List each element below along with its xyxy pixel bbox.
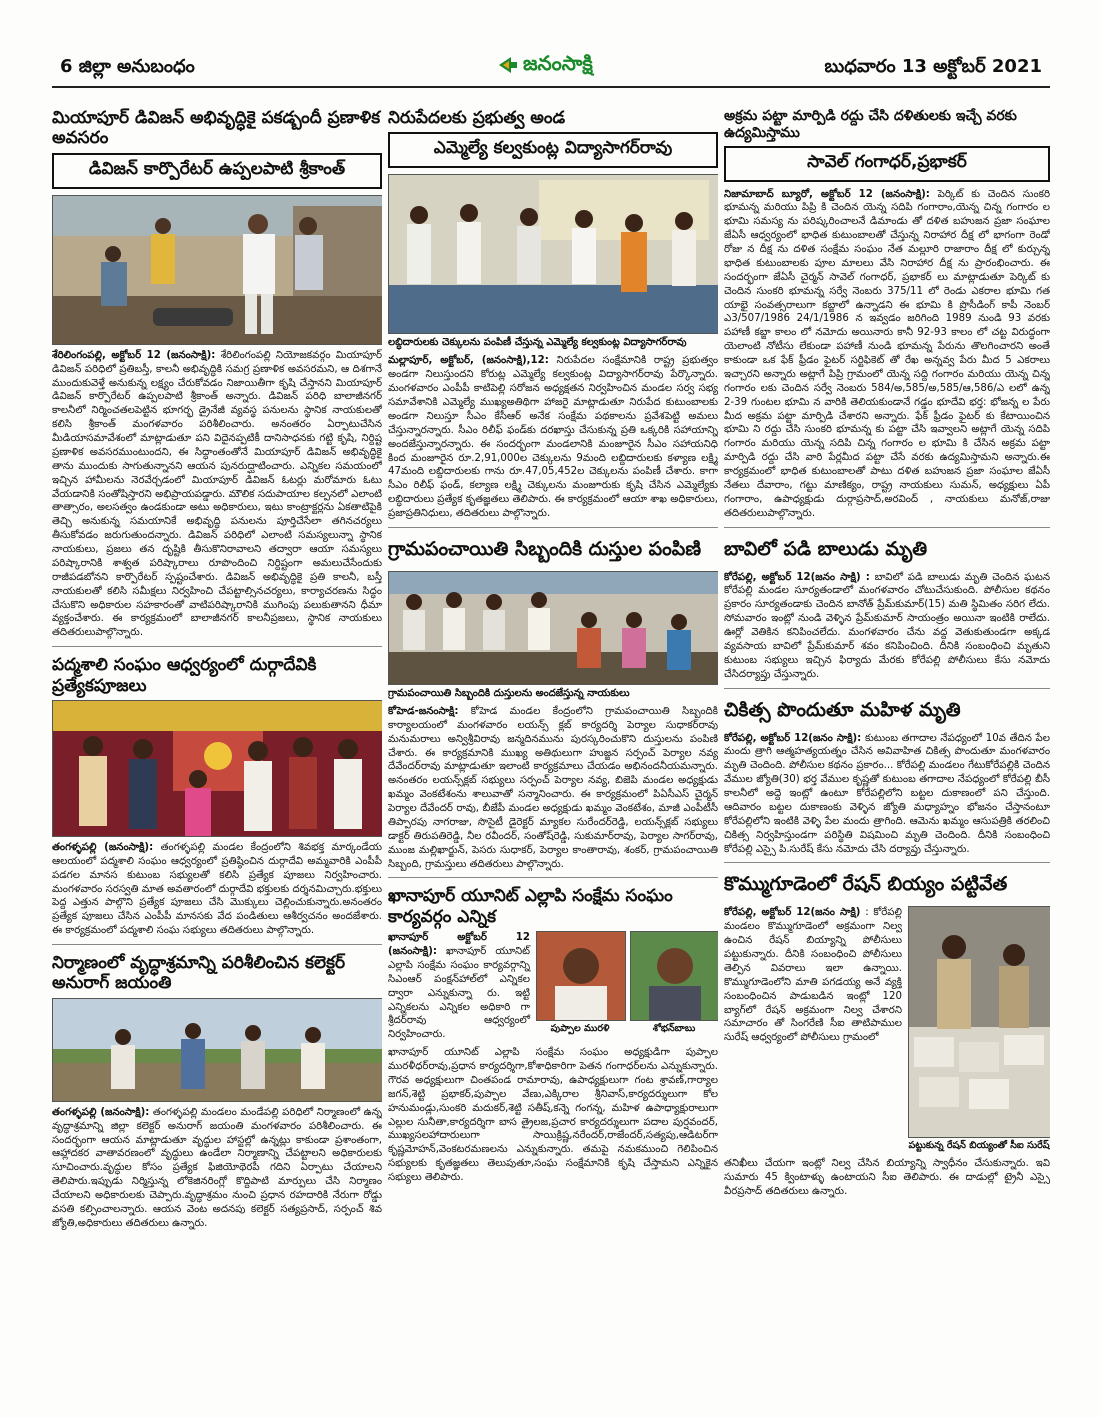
article-headline: కొమ్ముగూడెంలో రేషన్ బియ్యం పట్టివేత: [724, 873, 1008, 896]
photo-illustration: [53, 701, 382, 836]
article-lead: [388, 931, 530, 1042]
divider: [388, 877, 718, 878]
article-text: తంగళ్ళపల్లి మండల కేంద్రంలోని శివభక్త మార్కండేయ ఆలయంలో పద్మశాలి సంఘం ఆధ్వర్యంలో ప్రతిష్ఠించిన దుర్గాదేవి అమ్మవారికి ఎంపీపీ పడగల మానస కుటుంబ సభ్యులతో కలిసి ప్రత్యేక పూజలు నిర్వహించారు. మంగళవారం సరస్వతి మాత అవతారంలో దుర్గాదేవి భక్తులకు దర్శనమిచ్చారు.భక్తులు పెద్ద ఎత్తున పాల్గొని ప్రత్యేక పూజలు చేసి మొక్కులు చెల్లించుకున్నారు.అనంతరం ప్రత్యేక పూజలు చేసిన ఎంపీపీ మానసకు వేద పండితులు ఆశీర్వచనం అందజేశారు. ఈ కార్యక్రమంలో పద్మశాలి సంఘ సభ్యులు తదితరులు పాల్గొన్నారు.: [52, 841, 382, 937]
article-body: ఖానాపూర్ యూనిట్ ఎల్లాపి సంక్షేమ సంఘం అధ్యక్షుడిగా పుప్పాల మురళీధర్‌రావు,ప్రధాన కార్యదర్శిగా,కోశాధికారిగా పెతన గంగాధర్‌లను ఎన్నుకున్నారు. గౌరవ అధ్యక్షులుగా చింతపండ రామారావు, ఉపాధ్యక్షులుగా గంట శ్రావణ్,గార్యాల జగన్,శెట్టి ప్రభాకర్,పుప్పాల వేణు,ఎక్కిరాల శ్రీనివాస్,కార్యదర్శులుగా కోల హనుమండ్లు,సుంకరి మదుకర్,శెట్టి సతీష్,కన్నె గంగన్న, మహిళ ఉపాధ్యాక్షురాలుగా ఎల్లుల సునీతా,కార్యదర్శిగా బాస త్రైలజ,ప్రచార కార్యదర్శులుగా పదాల పుర్షవందర్, ముఖ్యసలహాదారులుగా సాయిక్రిష్ణ,నరేందర్,రాజేందర్,సత్యపు,ఆడిటర్‌గా కృష్ణమోహన్,వెంకటరమణలను ఎన్నుకున్నారు. తమపై నమకముంచి గెలిపించిన సభ్యులకు కృతజ్ఞతలు తెలుపుతూ,సంఘ సంక్షేమానికి కృషి చేస్తామని ఎన్నికైన సభ్యులు తెలిపారు.: [388, 1047, 718, 1184]
page-date: బుధవారం 13 అక్టోబర్ 2021: [824, 56, 1042, 77]
photo-caption: లబ్ధిదారులకు చెక్కులను పంపిణీ చేస్తున్న ఎమ్మెల్యే కల్వకుంట్ల విద్యాసాగర్‌రావు: [388, 337, 687, 349]
logo-text: జనంసాక్షి: [523, 50, 593, 75]
article-subhead: ఎమ్మెల్యే కల్వకుంట్ల విద్యాసాగర్‌రావు: [388, 132, 718, 168]
photo-illustration: [909, 907, 1050, 1137]
article-headline: చికిత్స పొందుతూ మహిళ మృతి: [724, 698, 961, 721]
article-dateline: కోరేపల్లి, అక్టోబర్ 12(జనం సాక్షి):: [724, 732, 862, 744]
column-middle: [388, 100, 718, 1400]
portrait-photo: [536, 931, 626, 1021]
news-photo-collector-visit: [52, 998, 382, 1102]
portrait-caption: శోభన్‌బాబు: [652, 1023, 696, 1035]
article-lead-with-portraits: [388, 931, 718, 1042]
news-photo-cheque-distribution: [388, 174, 718, 334]
portrait-caption: పుప్పాల మురళి: [550, 1023, 610, 1035]
column-right: [724, 100, 1050, 1400]
article-headline: మియాపూర్ డివిజన్ అభివృద్ధికై పకడ్బందీ ప్రణాళిక అవసరం: [52, 108, 381, 149]
news-photo-durga-puja: [52, 700, 382, 837]
article-text: శేరిలింగంపల్లి నియోజకవర్గం మియాపూర్ డివిజన్ పరిధిలో ప్రతిబస్తీ, కాలనీ అభివృద్ధికి సమగ్ర ప్రణాళిక అవసరమని, ఆ దిశగానే ముందుకువెళ్తే అనుకున్న లక్ష్యం చేరుకోవడం నిజాయితీగా కృషి చేస్తానని మియాపూర్ డివిజన్ కార్పొరేటర్ ఉప్పలపాటి శ్రీకాంత్ అన్నారు. డివిజన్ పరిధి బాలాజీనగర్ కాలనీలో నిర్మించతలపెట్టిన భూగర్భ డ్రైనేజీ వ్యవస్థ పనులను స్థానిక నాయకులతో కలిసి శ్రీకాంత్ మంగళవారం పరిశీలించారు. అనంతరం ఏర్పాటుచేసిన మీడియాసమావేశంలో మాట్లాడుతూ పని విదైనప్పటికీ దానిసాధనకు గట్టి కృషి, నిర్దిష్ట ప్రణాళిక అవసరముంటుందని, ఈ సిద్ధాంతంతోనే మియాపూర్ డివిజన్ అభివృద్ధికై తాను ముందుకు సాగుతున్నానని ఆయన పునరుద్ఘాటించారు. ఎన్నికల సమయంలో ఇచ్చిన హామీలను నెరవేర్చడంలో మియాపూర్ డివిజన్ ఓటర్లు మరోమారు ఓటు వేయడానికి సంతోషిస్తారని అభిప్రాయపడ్డారు. మౌలిక సదుపాయాల కల్పనలో ఎలాంటి తాత్సారం, అలసత్వం ఉండకుండా అటు అధికారులు, ఇటు కాంట్రాక్టర్లను ఏకతాటిపైకి తెచ్చి అనుకున్న సమయానికే అభివృద్ధి పనులను పూర్తిచేసేలా తగినచర్యలు తీసుకోవడం జరుగుతుందన్నారు. డివిజన్ పరిధిలో ఎలాంటి సమస్యలున్నా స్థానిక నాయకులు, ప్రజలు తన దృష్టికి తీసుకొనిరావాలని తద్వారా ఆయా సమస్యలు పరిష్కారానికి శాశ్వత పరిష్కారాలు రూపొందించి నిర్దిష్టంగా అమలుచేసేందుకు రాజీపడబోనని కార్పొరేటర్ స్పష్టంచేశారు. డివిజన్ అభివృద్ధికై ప్రతి కాలనీ, బస్తీ నాయకులతో కలిసి సమీక్షలు నిర్వహించి చేపట్టాల్సినచర్యలు, కార్యాచరణను సిద్ధం చేసుకొని అధికారుల సహకారంతో వాటిపరిష్కారానికి ముగింపు పలుకుతానని ధీమా వ్యక్తంచేశారు. ఈ కార్యక్రమంలో బాలాజీనగర్ కాలనీప్రజలు, స్థానిక నాయకులు తదితరులుపాల్గొన్నారు.: [52, 349, 382, 639]
article-body: [388, 354, 718, 521]
article-body: [724, 188, 1050, 521]
masthead-logo: [497, 50, 617, 80]
article-text: తంగళ్ళపల్లి మండలం మండేపల్లి పరిధిలో నిర్మాణంలో ఉన్న వృద్ధాశ్రమాన్ని జిల్లా కలెక్టర్ అనురాగ్ జయంతి మంగళవారం పరిశీలించారు. ఈ సందర్భంగా ఆయన మాట్లాడుతూ వృద్ధుల హాస్టల్లో ఉన్నట్లు కాకుండా ప్రశాంతంగా, ఆహ్లాదకర వాతావరణంలో వృద్ధులు ఉండేలా నిర్మాణాన్ని చేపట్టాలని అధికారులకు సూచించారు.వృద్ధుల కోసం ప్రత్యేక ఫిజియోథెరపీ గదిని ఏర్పాటు చేయాలని తెలిపారు.ఇప్పుడు నిర్మిస్తున్న లోకెజినరింగ్లో కొద్దిపాటి మార్పులు చేసి నిర్మాణం చేయాలని అధికారులకు చెప్పారు.వృద్ధాశ్రమం నుంచి ప్రధాన రహదారికి నేరుగా రోడ్డు వసతి కల్పించాలన్నారు. ఆయన వెంట అదనపు కలెక్టర్ సత్యప్రసాద్, సర్పంచ్ శివ జ్యోతి,అధికారులు తదితరులు ఉన్నారు.: [52, 1106, 382, 1229]
article-headline: నిర్మాణంలో వృద్ధాశ్రమాన్ని పరిశీలించిన కలెక్టర్ అనురాగ్ జయంతి: [52, 953, 346, 994]
article-body: తనిఖీలు చేయగా ఇంట్లో నిల్వ చేసిన బియ్యాన్ని స్వాధీనం చేసుకున్నారు. ఇవి సుమారు 45 క్వింటాళ్ళు ఉంటాయని సీఐ తెలిపారు. ఈ దాడుల్లో ట్రైనీ ఎస్సై వీరప్రసాద్ తదితరులు ఉన్నారు.: [724, 1158, 1050, 1198]
divider: [52, 646, 382, 647]
column-left: [52, 100, 382, 1400]
article-dateline: కోరేపల్లి, అక్టోబర్ 12(జనం సాక్షి) :: [724, 571, 870, 583]
portrait-illustration: [631, 932, 718, 1020]
article-text: పెర్కిట్ కు చెందిన సుంకరి భూమన్న మరియు పిప్రి కి చెందిన యెన్న సదిపి గంగారాం,యెన్న చిన్న గంగారం ల భూమి సమస్య ను పరిష్కరించాలనే డిమాండు తో దళిత బహుజన ప్రజా సంఘాల జేఏసీ ఆధ్వర్యంలో భాధిత కుటుంబాలతో చేస్తున్న నిరాహార దీక్ష లో భాగంగా రెండో రోజు న దీక్ష ను దళిత సంక్షేమ సంఘం నేత మల్లూరి రాజారాం దీక్ష లో కుర్చున్న భాధిత కుటుంబాలకు పూల మాలలు వేసి నిరాహార దీక్ష ను ప్రారంభించారు. ఈ సందర్భంగా జేఏసీ చైర్మన్ సావెల్ గంగాధర్, ప్రభాకర్ లు మాట్లాడుతూ పెర్కిట్ కు చెందిన సుంకరి భూమన్న సర్వే నెంబరు 375/11 లో రెండు ఎకరాల భూమి గత యాభై సంవత్సరాలుగా కబ్జాలో ఉన్నాడని ఈ భూమి కి ప్రొసీడింగ్ కాపీ నెంబర్ ఎ3/507/1986 24/1/1986 న ఇవ్వడం జరిగింది 1989 నుండి 93 వరకు పహాణీ కబ్జా కాలం లో నమోదు అయినారు కానీ 92-93 కాలం లో చట్ట విరుద్ధంగా యెలాంటి నోటీసు లేకుండా పహాణీ నుండి భూమన్న పేరును తొలగించారని అంతే కాకుండా ఒక ఫేక్ ఫ్రీడం ఫైటర్ సర్టిఫికెట్ తో రేఖ అన్నవ్వ పేరు మీద 5 ఎకరాలు ఇచ్చారని అన్నారు అట్లాగే పిప్రి గ్రామంలో యెన్న సద్ది గంగారం మరియు యెన్న చిన్న గంగారం లకు చెందిన సర్వే నెంబరు 584/అ,585/అ,585/ఆ,586/ఎ లలో ఉన్న 2-39 గుంటల భూమి న వారికి తెలియకుండానే గడ్డం భూదేవి భర్త: భోజన్న ల పేరు మీద అక్రమ పట్టా మార్పిడి చేశారని అన్నారు. ఫేక్ ఫ్రీడం ఫైటర్ కు కేటాయించిన భూమి ని రద్దు చేసి సుంకరి భూమన్న కు పట్టా చేసి ఇవ్వాలని అట్లాగే యెన్న సదిపి గంగారం మరియు యెన్న సదిపి చిన్న గంగారం ల భూమి కి చేసిన అక్రమ పట్టా మార్పిడి రద్దు చేసి వారి పేర్లమీద పట్టా చేసే వరకు ఉద్యమిస్తామని అన్నారు.ఈ కార్యక్రమంలో భాధిత కుటుంబాలతో పాటు దళిత బహుజన ప్రజా సంఘాల జేఏసీ నేతలు దేవారాం, గట్టు మాణిక్యం, రాష్ట్ర నాయకులు సుమన్, అధ్యక్షులు ఏపీ గంగారాం, ఉపాధ్యక్షుడు దుర్గాప్రసాద్,అరవింద్ , నాయకులు మనోజ్,రాజు తదితరులుపాల్గొన్నారు.: [724, 188, 1050, 519]
article-lead: [724, 906, 902, 1153]
photo-illustration: [389, 175, 718, 333]
article-text: కుటుంబ తగాదాల నేపధ్యంలో 10వ తేదిన పేల మందు త్రాగి ఆత్మహత్యయత్నం చేసిన అవివాహిత చికిత్స పొందుతూ మంగళవారం మృతి చెందింది. పోలీసుల కథనం ప్రకారం... కోరేపల్లి మండలం గేటుకోరేపల్లికి చెందిన వేముల జ్యోతి(30) భర్త వేముల కృష్ణతో కుటుంబ తగాదాల నేపధ్యంలో కోరేపల్లి బీసీ కాలనీలో అద్దె ఇంట్లో ఉంటూ కోరేపల్లిలోని బట్టల దుకాణంలో పని చేస్తుంది. ఆదివారం బట్టల దుకాణంకు వెళ్ళిన జ్యోతి మధ్యాహ్నం భోజనం చేస్తానంటూ కోరేపల్లిలోని ఇంటికి వెళ్ళి పేల మందు త్రాగింది. ఆమెను ఖమ్మం ఆసుపత్రికి తరలించి చికిత్స నిర్వహిస్తుండగా పరిస్థితి విషమించి మృతి చెందింది. దీనికి సంబంధించి కోరేపల్లి ఎస్సై పి.సురేష్ కేసు నమోదు చేసి దర్యాప్తు చేస్తున్నారు.: [724, 732, 1050, 855]
photo-caption: గ్రామపంచాయితి సిబ్బందికి దుస్తులను అందజేస్తున్న నాయకులు: [388, 687, 630, 699]
article-headline: అక్రమ పట్టా మార్పిడి రద్దు చేసి దళితులకు ఇచ్చే వరకు ఉద్యమిస్తాము: [724, 108, 1017, 141]
article-text: కోహెడ మండల కేంద్రంలోని గ్రామపంచాయితి సిబ్బందికి కార్యాలయంలో మంగళవారం లయన్స్ క్లబ్ కార్యదర్శి పెర్యాల సుధాకర్‌రావు మనుమరాలు అన్విశ్రీవిరావు జన్మదినమును పురస్కరించుకొని దుస్తులను పంపిణి చేశారు. ఈ కార్యక్రమానికి ముఖ్య అతిథులుగా హుజ్జన సర్పంచ్ పెర్యాల నవ్య దేవేందర్‌రావు మాట్లాడుతూ ఇలాంటి కార్యక్రమాలు చేయడం అభినందనీయమన్నారు. అనంతరం లయన్స్‌క్లబ్ సభ్యులు సర్పంచ్ పెర్యాల నవ్య, బిజెపి మండల అధ్యక్షుడు ఖమ్మం వెంకటేశంను శాలువాతో సన్మానించారు. ఈ కార్యక్రమంలో పిఏసీఎస్ చైర్మన్ పెర్యాల దేవేందర్ రావు, బీజేపీ మండల అధ్యక్షుడు ఖమ్మం వెంకటేశం, మాజీ ఎంపీటీసీ తిప్పారపు నాగరాజు, సొసైటీ డైరెక్టర్ మ్యాకల సురేందర్‌రెడ్డి, లయన్స్‌క్లబ్ సభ్యులు డాక్టర్ తిరుపతిరెడ్డి, నీల రవీందర్, సంతోష్‌రెడ్డి, సుకుమార్‌రావు, పెర్యాల సాగర్‌రావు, ముంజ మల్లిఖార్జున్, పెసరు సుధాకర్, పెర్యాల కాంతారావు, శంకర్, గ్రామపంచాయితి సిబ్బంది, గ్రామస్తులు తదితరులు పాల్గొన్నారు.: [388, 705, 718, 870]
article-text: : కోరేపల్లి మండలం కొమ్ముగూడెంలో అక్రమంగా నిల్వ ఉంచిన రేషన్ బియ్యాన్ని పోలీసులు పట్టుకున్నారు. దీనికి సంబంధించి పోలీసులు తెల్పిన వివరాలు ఇలా ఉన్నాయి. కొమ్ముగూడెంలోని మాతి పగడయ్య అనే వ్యక్తి సంబంధించిన పాడుబడిన ఇంట్లో 120 బ్యాగ్‌లో రేషన్ అక్రమంగా నిల్వ చేశారని సమాచారం తో సింగరేణి సీఐ తాటిపాముల సురేష్ ఆధ్వర్యంలో పోలీసులు గ్రామంలో: [724, 907, 902, 1044]
photo-illustration: [53, 999, 382, 1101]
article-text: ఖానాపూర్ యూనిట్ ఎల్లాపి సంక్షేమ సంఘం కార్యవర్గాన్ని సిఎంఆర్ పంక్షన్‌హాల్‌లో ఎన్నికల ద్వారా ఎన్నుకున్నా రు. ఇట్టి ఎన్నికలను ఎన్నికల అధికారి గా శ్రీదర్‌రావు ఆధ్వర్యంలో నిర్వహించారు.: [388, 946, 530, 1041]
article-dateline: మల్లాపూర్, అక్టోబర్, (జనంసాక్షి),12:: [388, 355, 549, 367]
article-headline: ఖానాపూర్ యూనిట్ ఎల్లాపి సంక్షేమ సంఘం కార్యవర్గం ఎన్నిక: [388, 886, 673, 927]
article-headline: నిరుపేదలకు ప్రభుత్వ అండ: [388, 108, 566, 128]
article-dateline: నిజామాబాద్ బ్యూరో, అక్టోబర్ 12 (జనంసాక్షి):: [724, 188, 930, 200]
portrait-block: [630, 931, 718, 1042]
article-lead-with-photo: [724, 906, 1050, 1153]
photo-caption: పట్టుకున్న రేషన్ బియ్యంతో సీఐ సురేష్: [908, 1140, 1050, 1152]
side-photo-block: [908, 906, 1050, 1153]
article-headline: గ్రామపంచాయితి సిబ్బందికి దుస్తుల పంపిణి: [388, 537, 702, 560]
portrait-illustration: [537, 932, 625, 1020]
article-body: [52, 1106, 382, 1231]
news-photo-drainage-inspection: [52, 195, 382, 345]
logo-arrow-icon: [497, 54, 519, 76]
page-header: [52, 50, 1050, 88]
divider: [52, 944, 382, 945]
article-body: [724, 732, 1050, 857]
article-body: [52, 841, 382, 938]
article-dateline: కోరేపల్లి, అక్టోబర్ 12(జనం సాక్షి): [724, 907, 861, 919]
photo-illustration: [53, 196, 382, 344]
article-body: [724, 571, 1050, 682]
page-number-section: 6 జిల్లా అనుబంధం: [60, 56, 195, 77]
article-headline: బావిలో పడి బాలుడు మృతి: [724, 537, 928, 560]
article-dateline: తంగళ్ళపల్లి (జనంసాక్షి):: [52, 1106, 150, 1118]
article-text: నిరుపేదల సంక్షేమానికి రాష్ట్ర ప్రభుత్వం అండగా నిలుస్తుందని కోరుట్ల ఎమ్మెల్యే కల్వకుంట్ల విద్యాసాగర్‌రావు పేర్కొన్నారు. మంగళవారం ఎంపీపీ కాటిపెల్లి సరోజన అధ్యక్షతన నిర్వహించిన మండల సర్వ సభ్య సమావేశానికి ఎమ్మెల్యే ముఖ్యఅతిథిగా హాజరై మాట్లాడుతూ నిరుపేద కుటుంబాలకు అండగా నిలుస్తూ సీఎం కేసీఆర్ అనేక సంక్షేమ పథకాలను ప్రవేశపెట్టి అమలు చేస్తున్నారన్నారు. సీఎం రిలీఫ్ ఫండ్‌కు దరఖాస్తు చేసుకున్న ప్రతి ఒక్కరికి సహాయాన్ని అందజేస్తున్నారన్నారు. ఈ సందర్భంగా మండలానికి మంజూరైన సీఎం సహాయనిధి కింద మంజూరైన రూ.2,91,000ల చెక్కులను 9మంది లబ్దిదారులకు కళ్యాణ లక్ష్మి 47మంది లబ్దిదారులకు గాను రూ.47,05,452ల చెక్కులను పంపిణీ చేశారు. కాగా సీఎం రిలీఫ్ ఫండ్, కల్యాణ లక్ష్మి చెక్కులను మంజూరుకు కృషి చేసిన ఎమ్మెల్యేకు లబ్ధిదారులు ప్రత్యేక కృతజ్ఞతలు తెలిపారు. ఈ కార్యక్రమంలో ఆయా శాఖ అధికారులు, ప్రజాప్రతినిధులు, తదితరులు పాల్గొన్నారు.: [388, 355, 718, 520]
divider: [724, 862, 1050, 863]
article-headline: పద్మశాలి సంఘం ఆధ్వర్యంలో దుర్గాదేవికి ప్రత్యేకపూజలు: [52, 655, 317, 696]
portrait-block: [536, 931, 624, 1042]
article-dateline: ఖానాపూర్ అక్టోబర్ 12 (జనంసాక్షి):: [388, 932, 530, 958]
article-subhead: డివిజన్ కార్పొరేటర్ ఉప్పలపాటి శ్రీకాంత్: [52, 153, 382, 189]
divider: [724, 527, 1050, 528]
article-body: [52, 349, 382, 640]
article-dateline: శేరిలింగంపల్లి, అక్టోబర్ 12 (జనంసాక్షి):: [52, 349, 216, 361]
photo-illustration: [389, 572, 718, 684]
article-body: [388, 705, 718, 872]
article-dateline: కోహెడ-జనంసాక్షి:: [388, 705, 459, 717]
divider: [388, 527, 718, 528]
divider: [724, 688, 1050, 689]
article-dateline: తంగళ్ళపల్లి (జనంసాక్షి):: [52, 841, 154, 853]
portrait-photo: [630, 931, 718, 1021]
article-subhead: సావెల్ గంగాధర్,ప్రభాకర్: [724, 146, 1050, 182]
news-photo-clothes-distribution: [388, 571, 718, 685]
news-photo-ration-rice-seizure: [908, 906, 1050, 1138]
article-text: బావిలో పడి బాలుడు మృతి చెందిన ఘటన కోరేపల్లి మండల సూర్యతండాలో మంగళవారం చోటుచేసుకుంది. పోలీసుల కథనం ప్రకారం సూర్యతండాకు చెందిన బానోత్ ప్రేమ్‌కుమార్(15) మతి స్థిమితం సరిగ లేదు. సోమవారం ఇంట్లో నుండి వెళ్ళిన ప్రేమ్‌కుమార్ సాయంత్రం అయినా ఇంటికి రాలేదు. ఊర్లో వెతికిన కనిపించలేదు. మంగళవారం చేను వద్ద వెతుకుతుండగా అక్కడ వ్యవసాయ బావిలో ప్రేమ్‌కుమార్ శవం కనిపించింది. దీనికి సంబంధించి మృతుని కుటుంబ సభ్యులు ఇచ్చిన ఫిర్యాదు మేరకు కోరేపల్లి పోలీసులు కేసు నమోదు చేసిదర్యాప్తు చేస్తున్నారు.: [724, 571, 1050, 680]
